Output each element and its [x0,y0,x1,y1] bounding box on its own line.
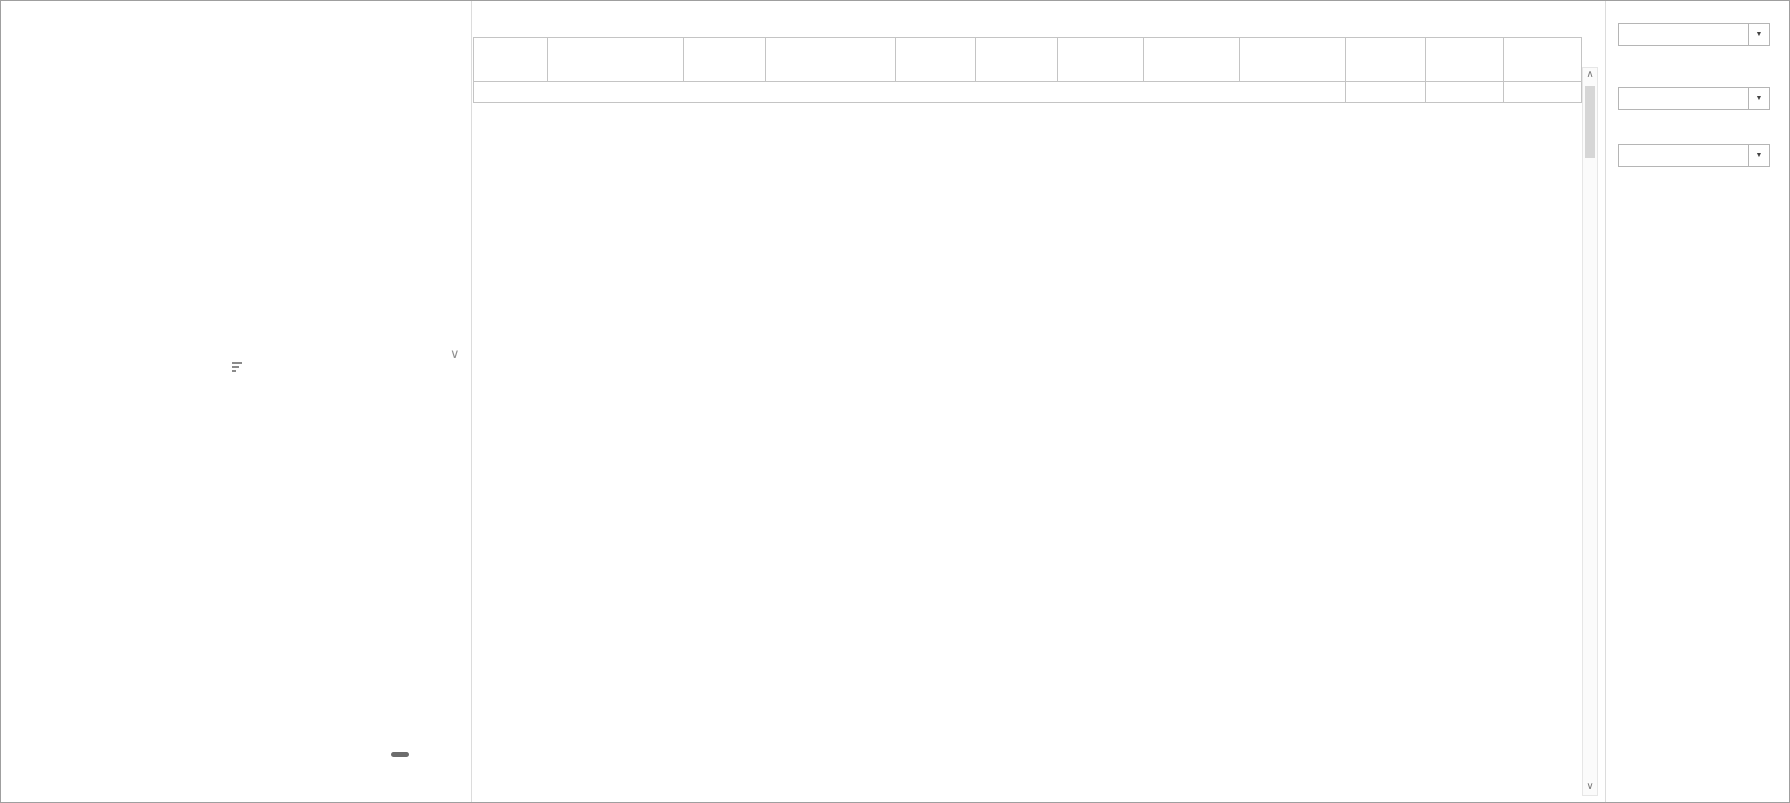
grand-total-est-duration [1346,82,1426,103]
header-employee[interactable] [1058,38,1144,82]
grand-total-billable [1504,82,1582,103]
header-act-duration-total[interactable] [1426,38,1504,82]
grand-total-act-duration [1426,82,1504,103]
table-header-row [474,38,1582,82]
header-act-begin[interactable] [766,38,896,82]
chevron-down-icon[interactable]: ▼ [1748,24,1769,45]
scroll-up-icon[interactable]: ∧ [1586,69,1594,80]
header-sched-begin[interactable] [684,38,766,82]
grand-total-label [474,82,1346,103]
appointment-detail-table [473,37,1582,103]
sort-descending-icon[interactable] [232,362,245,373]
detail-table-panel [472,1,1605,803]
scrollbar-thumb[interactable] [1585,86,1595,158]
branch-id-dropdown[interactable] [1618,87,1770,110]
chart-scroll-down-icon[interactable]: ∨ [450,346,460,361]
employee-dropdown[interactable] [1618,144,1770,167]
total-load-axis-label[interactable] [9,361,461,375]
null-indicator-badge[interactable] [391,752,409,757]
header-appt-status[interactable] [896,38,976,82]
table-scrollbar[interactable] [1582,67,1598,796]
sched-begin-dropdown[interactable] [1618,23,1770,46]
header-est-duration-total[interactable] [1346,38,1426,82]
scroll-down-icon[interactable]: ∨ [1586,781,1594,792]
chevron-down-icon[interactable]: ▼ [1748,145,1769,166]
chevron-down-icon[interactable]: ▼ [1748,88,1769,109]
header-appointment-nbr[interactable] [474,38,548,82]
header-billable-line-total[interactable] [1504,38,1582,82]
header-customer[interactable] [1240,38,1346,82]
header-employee-code[interactable] [976,38,1058,82]
filter-panel [1605,1,1790,803]
header-order-type[interactable] [1144,38,1240,82]
order-type-stacked-chart [9,431,465,778]
header-appt-desc[interactable] [548,38,684,82]
grand-total-row[interactable] [474,82,1582,103]
